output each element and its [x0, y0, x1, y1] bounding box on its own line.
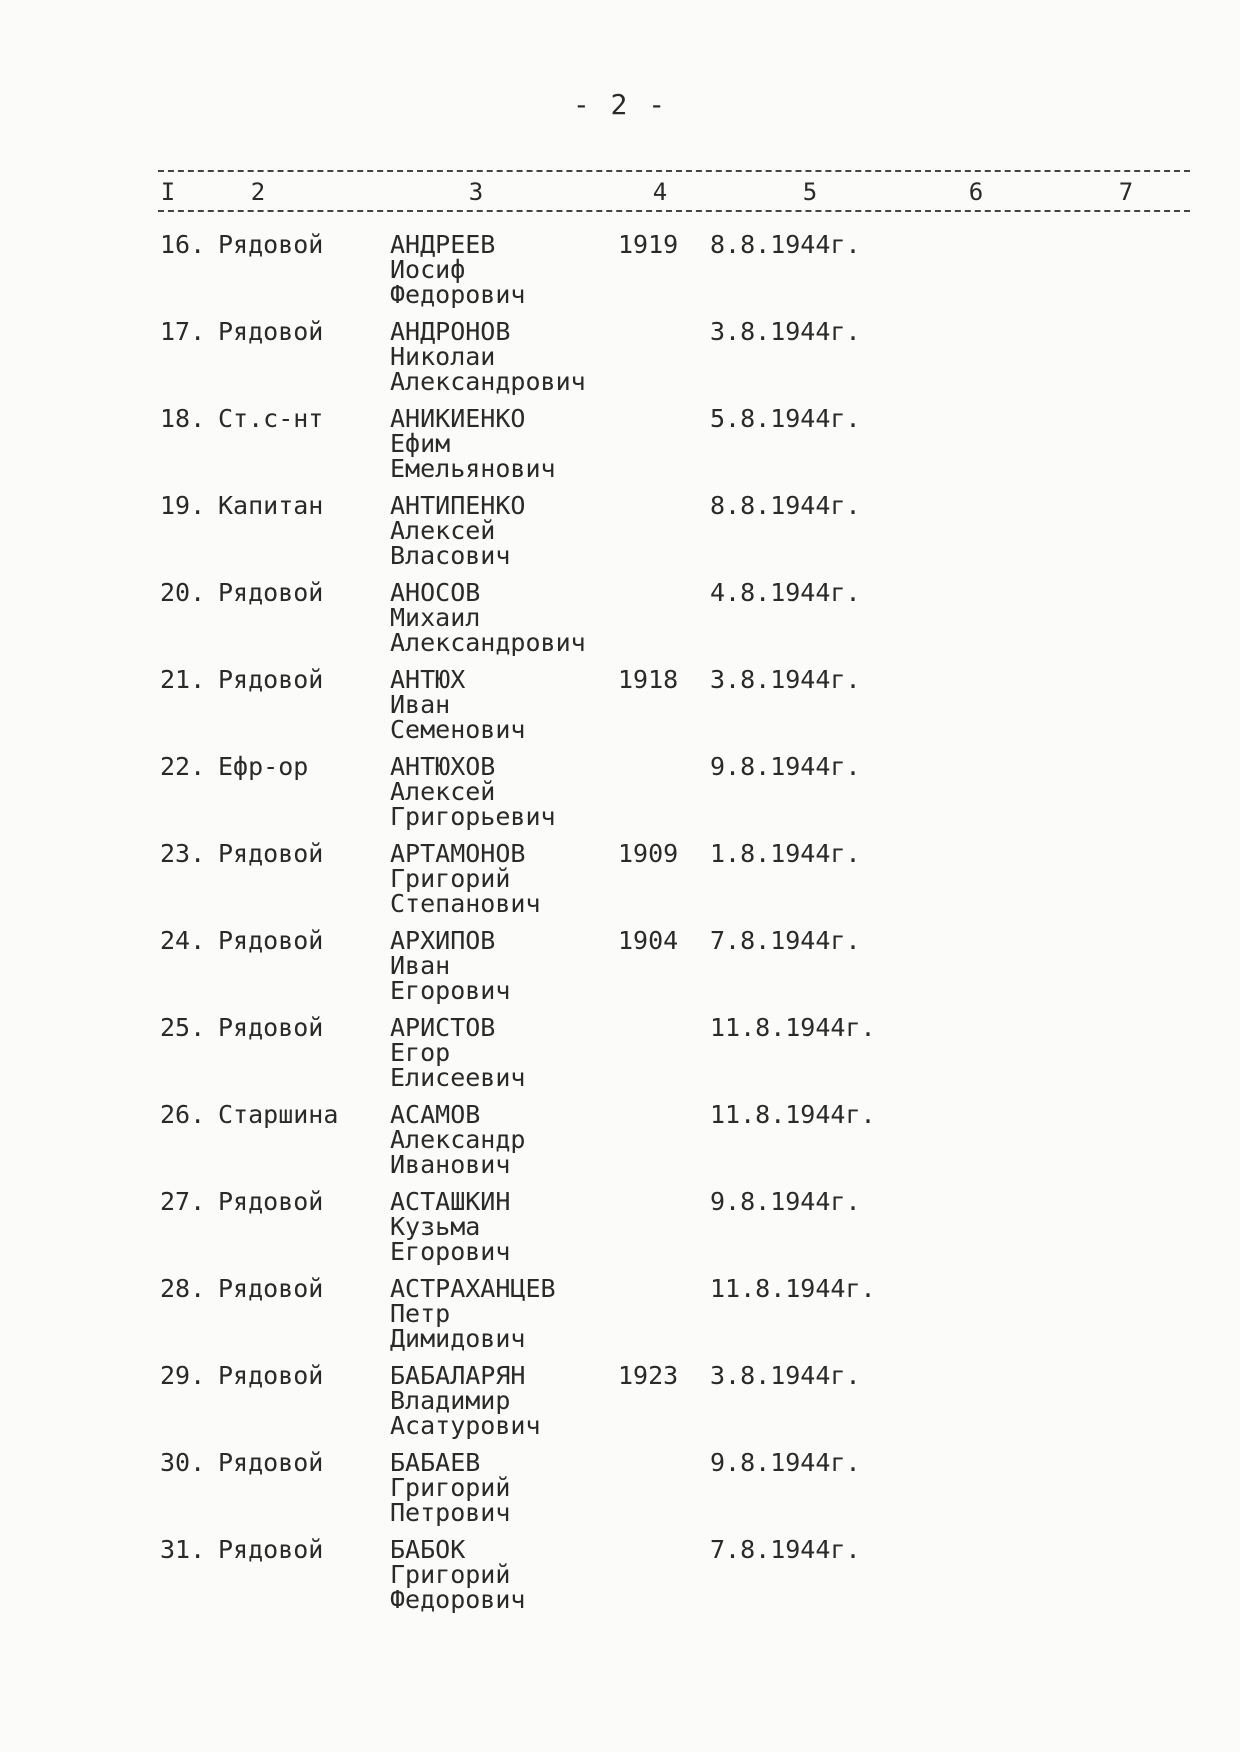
record-full-name [390, 928, 510, 1003]
record-number: 25. [160, 1013, 206, 1042]
record-row [0, 1015, 1240, 1102]
record-first-name: Петр [390, 1299, 451, 1328]
record-date: 5.8.1944г. [710, 404, 861, 433]
record-birth-year: 1909 [618, 839, 679, 868]
record-surname: АНДРОНОВ [390, 317, 511, 346]
record-patronymic: Федорович [390, 1585, 526, 1614]
record-surname: АРХИПОВ [390, 926, 496, 955]
record-full-name [390, 580, 586, 655]
record-rank: Капитан [218, 491, 324, 520]
record-patronymic: Степанович [390, 889, 541, 918]
record-birth-year: 1904 [618, 926, 679, 955]
column-header-6: 6 [968, 178, 984, 206]
record-patronymic: Егорович [390, 976, 511, 1005]
record-row [0, 667, 1240, 754]
record-rank: Рядовой [218, 926, 324, 955]
record-first-name: Кузьма [390, 1212, 481, 1241]
record-date: 8.8.1944г. [710, 230, 861, 259]
record-date: 11.8.1944г. [710, 1100, 876, 1129]
record-date: 7.8.1944г. [710, 926, 861, 955]
record-patronymic: Власович [390, 541, 511, 570]
record-number: 19. [160, 491, 206, 520]
record-number: 18. [160, 404, 206, 433]
record-birth-year: 1923 [618, 1361, 679, 1390]
record-surname: АНТЮХ [390, 665, 466, 694]
record-date: 3.8.1944г. [710, 317, 861, 346]
record-patronymic: Егорович [390, 1237, 511, 1266]
record-row [0, 580, 1240, 667]
record-first-name: Алексей [390, 777, 496, 806]
record-date: 11.8.1944г. [710, 1274, 876, 1303]
record-full-name [390, 1015, 525, 1090]
record-first-name: Михаил [390, 603, 481, 632]
record-patronymic: Семенович [390, 715, 526, 744]
record-first-name: Иосиф [390, 255, 466, 284]
record-first-name: Григорий [390, 864, 511, 893]
record-first-name: Иван [390, 951, 451, 980]
record-patronymic: Петрович [390, 1498, 511, 1527]
record-full-name [390, 319, 586, 394]
record-date: 4.8.1944г. [710, 578, 861, 607]
record-full-name [390, 1276, 556, 1351]
record-number: 20. [160, 578, 206, 607]
record-rank: Рядовой [218, 1274, 324, 1303]
record-row [0, 1450, 1240, 1537]
record-row [0, 754, 1240, 841]
record-patronymic: Иванович [390, 1150, 511, 1179]
record-list [0, 232, 1240, 1624]
record-patronymic: Александрович [390, 367, 586, 396]
record-number: 24. [160, 926, 206, 955]
column-header-1: I [160, 178, 176, 206]
record-surname: АНОСОВ [390, 578, 481, 607]
record-first-name: Николаи [390, 342, 496, 371]
column-header-7: 7 [1118, 178, 1134, 206]
record-row [0, 928, 1240, 1015]
record-surname: БАБОК [390, 1535, 466, 1564]
record-full-name [390, 754, 556, 829]
record-patronymic: Александрович [390, 628, 586, 657]
record-number: 27. [160, 1187, 206, 1216]
record-row [0, 406, 1240, 493]
record-full-name [390, 406, 556, 481]
record-date: 9.8.1944г. [710, 1187, 861, 1216]
record-number: 17. [160, 317, 206, 346]
record-birth-year: 1919 [618, 230, 679, 259]
record-date: 1.8.1944г. [710, 839, 861, 868]
record-row [0, 1537, 1240, 1624]
record-patronymic: Федорович [390, 280, 526, 309]
record-number: 29. [160, 1361, 206, 1390]
record-date: 8.8.1944г. [710, 491, 861, 520]
record-number: 30. [160, 1448, 206, 1477]
column-header-5: 5 [802, 178, 818, 206]
record-patronymic: Асатурович [390, 1411, 541, 1440]
record-surname: БАБАЕВ [390, 1448, 481, 1477]
record-surname: АНТИПЕНКО [390, 491, 526, 520]
record-date: 9.8.1944г. [710, 1448, 861, 1477]
record-date: 11.8.1944г. [710, 1013, 876, 1042]
record-full-name [390, 232, 525, 307]
record-row [0, 841, 1240, 928]
record-full-name [390, 1102, 525, 1177]
record-birth-year: 1918 [618, 665, 679, 694]
record-rank: Старшина [218, 1100, 339, 1129]
record-row [0, 1189, 1240, 1276]
record-full-name [390, 1450, 510, 1525]
record-patronymic: Елисеевич [390, 1063, 526, 1092]
record-date: 7.8.1944г. [710, 1535, 861, 1564]
record-rank: Рядовой [218, 665, 324, 694]
record-surname: АНТЮХОВ [390, 752, 496, 781]
record-first-name: Григорий [390, 1473, 511, 1502]
record-full-name [390, 493, 525, 568]
record-number: 31. [160, 1535, 206, 1564]
record-rank: Рядовой [218, 1187, 324, 1216]
record-first-name: Григорий [390, 1560, 511, 1589]
record-first-name: Иван [390, 690, 451, 719]
record-full-name [390, 1363, 541, 1438]
record-number: 28. [160, 1274, 206, 1303]
record-patronymic: Григорьевич [390, 802, 556, 831]
record-first-name: Алексей [390, 516, 496, 545]
record-number: 22. [160, 752, 206, 781]
record-rank: Рядовой [218, 1448, 324, 1477]
record-rank: Рядовой [218, 1013, 324, 1042]
record-rank: Рядовой [218, 317, 324, 346]
record-surname: АСТРАХАНЦЕВ [390, 1274, 556, 1303]
column-header-3: 3 [468, 178, 484, 206]
record-rank: Рядовой [218, 1535, 324, 1564]
record-row [0, 493, 1240, 580]
header-rule-top [158, 170, 1190, 172]
record-row [0, 1276, 1240, 1363]
record-first-name: Владимир [390, 1386, 511, 1415]
record-surname: АРТАМОНОВ [390, 839, 526, 868]
record-rank: Рядовой [218, 1361, 324, 1390]
record-full-name [390, 841, 541, 916]
header-rule-bottom [158, 210, 1190, 212]
record-first-name: Ефим [390, 429, 451, 458]
record-rank: Рядовой [218, 839, 324, 868]
record-rank: Рядовой [218, 230, 324, 259]
record-row [0, 1363, 1240, 1450]
column-header-2: 2 [250, 178, 266, 206]
record-full-name [390, 667, 525, 742]
record-patronymic: Димидович [390, 1324, 526, 1353]
record-number: 16. [160, 230, 206, 259]
page-number: - 2 - [572, 88, 668, 121]
record-surname: АСТАШКИН [390, 1187, 511, 1216]
record-rank: Ефр-ор [218, 752, 309, 781]
record-full-name [390, 1537, 525, 1612]
record-first-name: Александр [390, 1125, 526, 1154]
column-header-4: 4 [652, 178, 668, 206]
record-row [0, 319, 1240, 406]
record-date: 9.8.1944г. [710, 752, 861, 781]
record-surname: АСАМОВ [390, 1100, 481, 1129]
record-surname: АНДРЕЕВ [390, 230, 496, 259]
record-rank: Рядовой [218, 578, 324, 607]
record-number: 21. [160, 665, 206, 694]
record-number: 23. [160, 839, 206, 868]
record-patronymic: Емельянович [390, 454, 556, 483]
record-date: 3.8.1944г. [710, 665, 861, 694]
record-full-name [390, 1189, 510, 1264]
record-row [0, 232, 1240, 319]
record-date: 3.8.1944г. [710, 1361, 861, 1390]
record-surname: АНИКИЕНКО [390, 404, 526, 433]
record-first-name: Егор [390, 1038, 451, 1067]
record-rank: Ст.с-нт [218, 404, 324, 433]
record-surname: БАБАЛАРЯН [390, 1361, 526, 1390]
record-number: 26. [160, 1100, 206, 1129]
record-surname: АРИСТОВ [390, 1013, 496, 1042]
record-row [0, 1102, 1240, 1189]
